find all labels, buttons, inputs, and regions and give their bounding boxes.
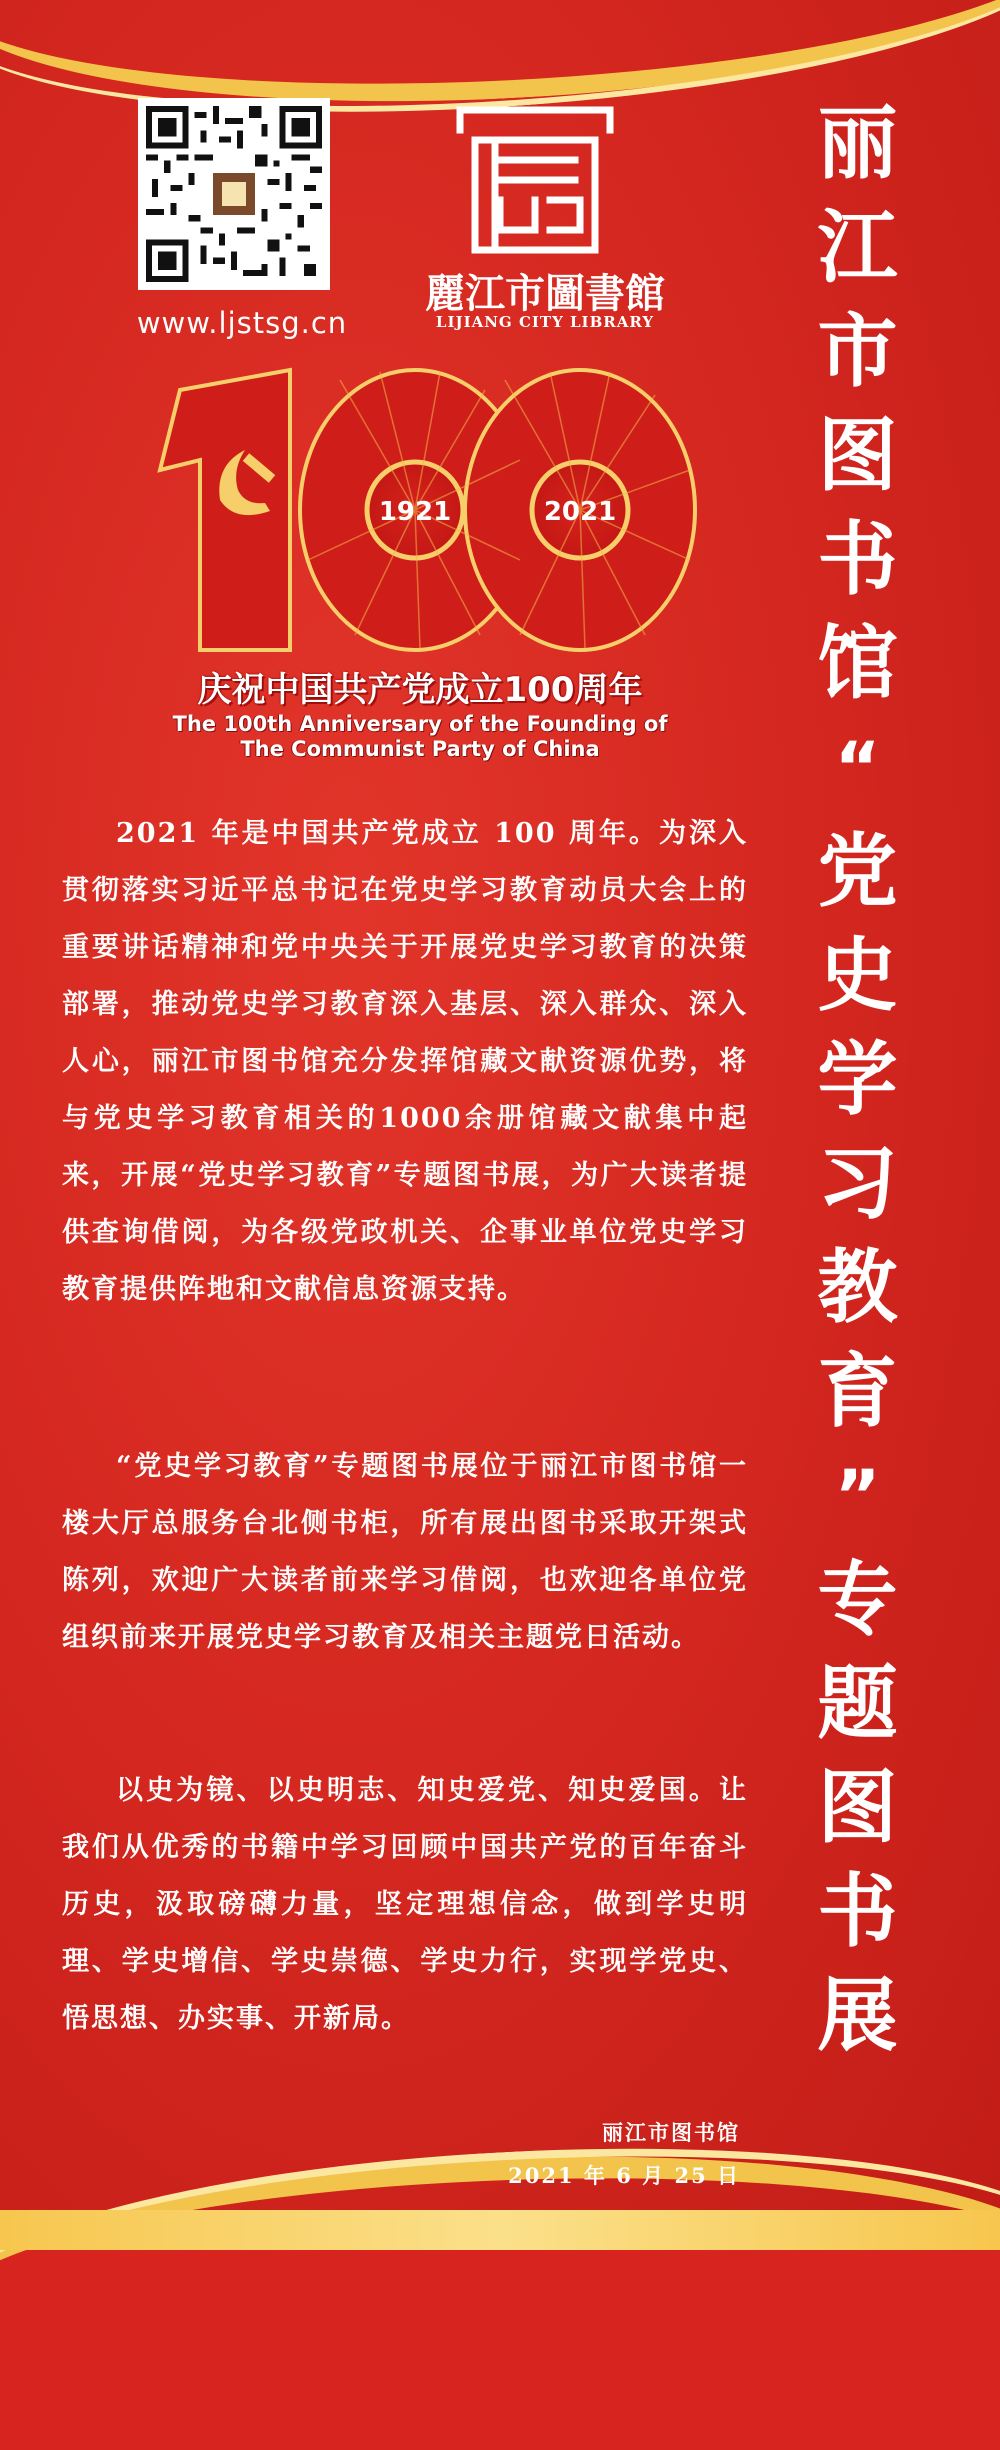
title-char: 学 <box>817 1033 898 1126</box>
centenary-emblem <box>140 360 700 660</box>
title-char: 江 <box>817 201 898 294</box>
paragraph-2 <box>62 1438 748 1666</box>
title-char: “ <box>834 727 881 809</box>
title-char: 图 <box>817 409 898 502</box>
emblem-caption-en-2: The Communist Party of China <box>240 737 600 761</box>
title-char: 图 <box>817 1761 898 1854</box>
title-char: 市 <box>817 305 898 398</box>
emblem-caption-cn: 庆祝中国共产党成立100周年 <box>197 670 643 710</box>
website-url[interactable]: www.ljstsg.cn <box>136 306 348 340</box>
title-char: 史 <box>817 929 898 1022</box>
title-char: 党 <box>817 825 898 918</box>
title-char: 习 <box>817 1137 898 1230</box>
title-char: 书 <box>817 513 898 606</box>
digit-one-shape <box>160 370 290 650</box>
paragraph-2-text: “党史学习教育”专题图书展位于丽江市图书馆一楼大厅总服务台北侧书柜，所有展出图书采取开架式陈列，欢迎广大读者前来学习借阅，也欢迎各单位党组织前来开展党史学习教育及相关主题党日活动。 <box>62 1451 748 1653</box>
library-name-en: LIJIANG CITY LIBRARY <box>435 313 655 331</box>
paragraph-1-text: 2021 年是中国共产党成立 100 周年。为深入贯彻落实习近平总书记在党史学习教育动员大会上的重要讲话精神和党中央关于开展党史学习教育的决策部署，推动党史学习教育深入基层、深入群众、深入人心，丽江市图书馆充分发挥馆藏文献资源优势，将与党史学习教育相关的1000余册馆藏文献集中起来，开展“党史学习教育”专题图书展，为广大读者提供查询借阅，为各级党政机关、企事业单位党史学习教育提供阵地和文献信息资源支持。 <box>62 818 748 1305</box>
year-2021: 2021 <box>543 497 617 527</box>
emblem-caption-en-1: The 100th Anniversary of the Founding of <box>172 712 668 736</box>
title-char: 馆 <box>817 617 898 710</box>
title-char: 书 <box>817 1865 898 1958</box>
paragraph-3 <box>62 1762 748 2047</box>
paragraph-3-text: 以史为镜、以史明志、知史爱党、知史爱国。让我们从优秀的书籍中学习回顾中国共产党的百年奋斗历史，汲取磅礴力量，坚定理想信念，做到学史明理、学史增信、学史崇德、学史力行，实现学党史、悟思想、办实事、开新局。 <box>62 1775 748 2034</box>
title-char: ” <box>834 1455 881 1537</box>
year-1921: 1921 <box>378 497 452 527</box>
title-char: 专 <box>817 1553 898 1646</box>
title-char: 育 <box>817 1345 898 1438</box>
title-char: 丽 <box>817 97 898 190</box>
title-char: 教 <box>817 1241 898 1334</box>
paragraph-1 <box>62 805 748 1318</box>
title-char: 展 <box>817 1969 898 2062</box>
signature-date: 2021 年 6 月 25 日 <box>508 2163 740 2188</box>
library-logo-icon <box>440 100 630 260</box>
bottom-gold-band <box>0 2210 1000 2250</box>
title-char: 题 <box>817 1657 898 1750</box>
qr-code[interactable] <box>138 98 330 290</box>
vertical-title <box>800 92 915 2068</box>
library-name-cn: 麗江市圖書館 <box>425 270 665 317</box>
signature-org: 丽江市图书馆 <box>602 2120 740 2145</box>
